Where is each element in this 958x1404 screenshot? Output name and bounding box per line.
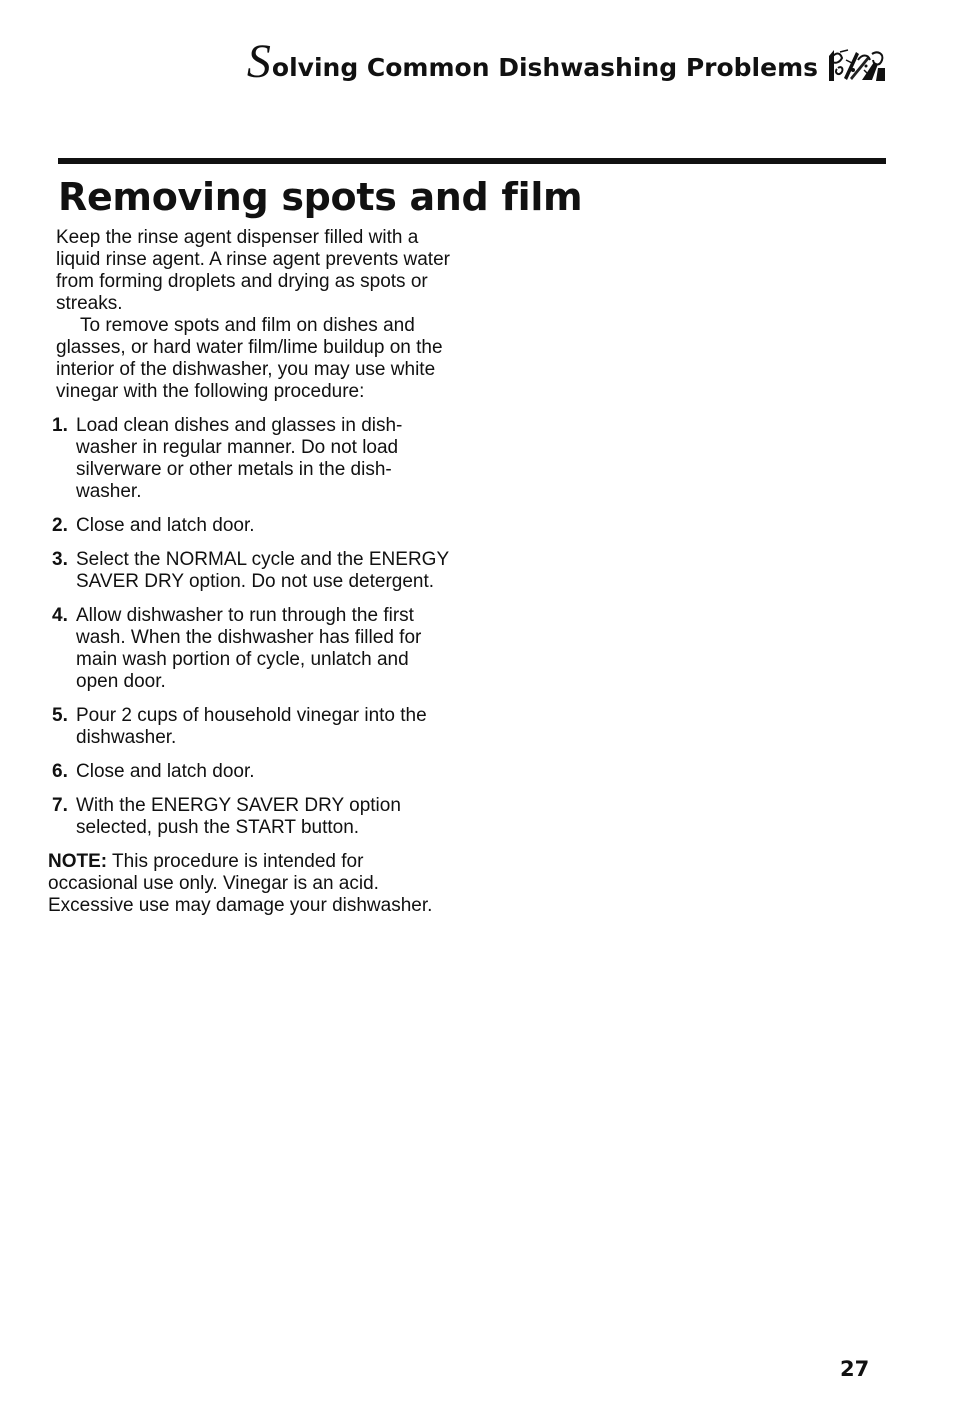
list-item bbox=[52, 515, 456, 537]
step-number: 5. bbox=[52, 705, 68, 726]
step-text: Select the NORMAL cycle and the ENERGY SAVER DRY option. Do not use detergent. bbox=[76, 549, 449, 592]
step-number: 7. bbox=[52, 795, 68, 816]
running-head bbox=[246, 35, 886, 88]
note-paragraph bbox=[48, 851, 456, 917]
page-number: 27 bbox=[840, 1357, 870, 1381]
list-item bbox=[52, 549, 456, 593]
step-text: With the ENERGY SAVER DRY option selected, push the START button. bbox=[76, 795, 401, 838]
step-text: Load clean dishes and glasses in dish-washer in regular manner. Do not load silverware or other metals in the dish-washer. bbox=[76, 415, 403, 502]
list-item bbox=[52, 605, 456, 693]
note-text: This procedure is intended for occasional use only. Vinegar is an acid. Excessive use may damage your dishwasher. bbox=[48, 851, 433, 916]
step-number: 3. bbox=[52, 549, 68, 570]
section-title: Removing spots and film bbox=[58, 175, 583, 219]
step-text: Close and latch door. bbox=[76, 761, 255, 782]
step-number: 2. bbox=[52, 515, 68, 536]
step-number: 4. bbox=[52, 605, 68, 626]
procedure-steps bbox=[52, 415, 456, 839]
section-rule bbox=[58, 158, 886, 164]
step-text: Close and latch door. bbox=[76, 515, 255, 536]
body-column bbox=[48, 227, 456, 917]
step-number: 6. bbox=[52, 761, 68, 782]
list-item bbox=[52, 761, 456, 783]
running-head-title: olving Common Dishwashing Problems bbox=[271, 53, 818, 82]
step-text: Pour 2 cups of household vinegar into the dishwasher. bbox=[76, 705, 427, 748]
list-item bbox=[52, 415, 456, 503]
note-label: NOTE: bbox=[48, 851, 108, 872]
step-text: Allow dishwasher to run through the first wash. When the dishwasher has filled for main wash portion of cycle, unlatch and open door. bbox=[76, 605, 422, 692]
step-number: 1. bbox=[52, 415, 68, 436]
running-head-initial: S bbox=[246, 35, 271, 88]
intro-paragraph-2: To remove spots and film on dishes and glasses, or hard water film/lime buildup on the interior of the dishwasher, you may use white vinegar with the following procedure: bbox=[56, 315, 443, 402]
dishwasher-clip-art-icon bbox=[828, 48, 886, 82]
list-item bbox=[52, 705, 456, 749]
list-item bbox=[52, 795, 456, 839]
intro-paragraph-1: Keep the rinse agent dispenser filled with a liquid rinse agent. A rinse agent prevents water from forming droplets and drying as spots or streaks. bbox=[56, 227, 450, 314]
